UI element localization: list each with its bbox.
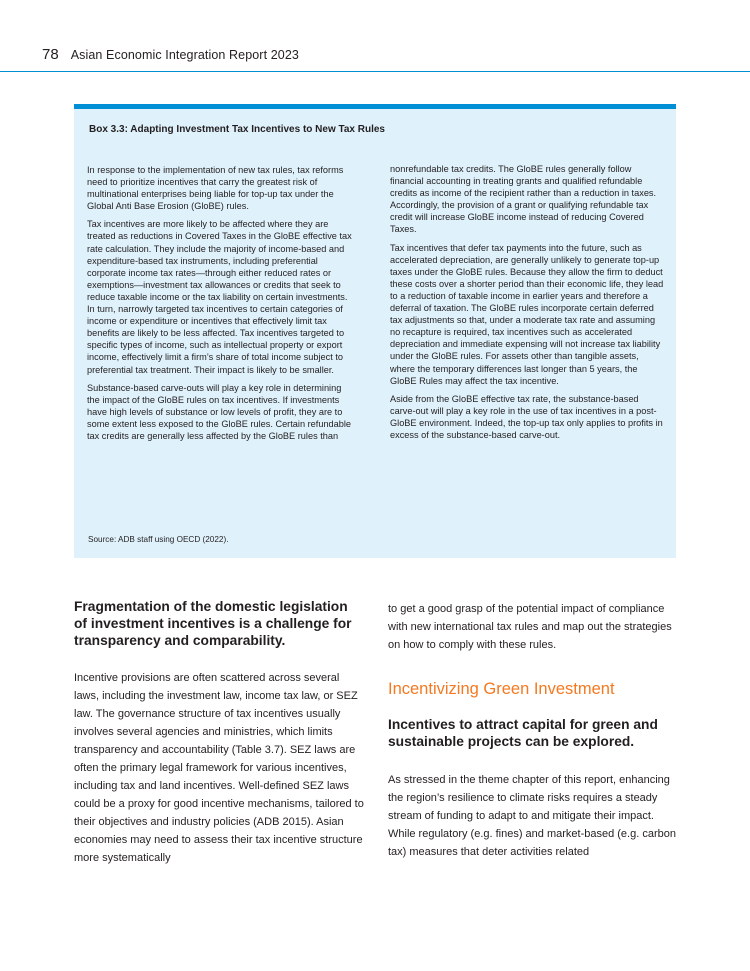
box-paragraph: Substance-based carve-outs will play a key role in determining the impact of the GloBE rules on tax incentives. If investments have high levels of substance or low levels of profit, they are to some extent less exposed to the GloBE rules. Certain refundable tax credits are generally less affected by the GloBE rules than (87, 382, 352, 441)
body-paragraph: As stressed in the theme chapter of this report, enhancing the region’s resilience to climate risks requires a steady stream of funding to adapt to and mitigate their impact. While regulatory (e.g. fines) and market-based (e.g. carbon tax) measures that deter activities related (388, 774, 676, 858)
running-title: Asian Economic Integration Report 2023 (70, 48, 299, 62)
box-source-note: Source: ADB staff using OECD (2022). (88, 535, 229, 544)
header-rule (0, 71, 750, 72)
box-paragraph: Aside from the GloBE effective tax rate, the substance-based carve-out will play a key role in the use of tax incentives in a post-GloBE environment. Indeed, the top-up tax only applies to profits in excess of the substance-based carve-out. (390, 393, 663, 440)
box-title: Box 3.3: Adapting Investment Tax Incentives to New Tax Rules (89, 124, 385, 135)
main-left-column (74, 598, 364, 867)
page-header (42, 46, 299, 63)
box-left-column (87, 164, 355, 448)
subheading-fragmentation: Fragmentation of the domestic legislation of investment incentives is a challenge for transparency and comparability. (74, 599, 352, 648)
body-paragraph-continuation: to get a good grasp of the potential impact of compliance with new international tax rules and map out the strategies on how to comply with these rules. (388, 603, 672, 651)
main-right-column (388, 600, 678, 861)
box-3-3 (74, 104, 676, 558)
section-title: Incentivizing Green Investment (388, 680, 615, 698)
box-right-column (390, 163, 664, 447)
box-paragraph: Tax incentives that defer tax payments into the future, such as accelerated depreciation, are generally unlikely to generate top-up taxes under the GloBE rules. Because they allow the firm to deduct these costs over a shorter period than their economic life, they lead to a reduction of taxable income in earlier years and therefore a deferral of taxation. The GloBE rules incorporate certain deferred tax adjustments so that, under a moderate tax rate and assuming no recapture is required, tax incentives such as accelerated depreciation and immediate expensing will not increase tax liability under the GloBE rules. For assets other than tangible assets, where the temporary differences last longer than 5 years, the GloBE Rules may affect the tax incentive. (390, 242, 664, 386)
page-number: 78 (42, 46, 59, 63)
box-paragraph: nonrefundable tax credits. The GloBE rules generally follow financial accounting in treating grants and qualified refundable credits as income of the recipient rather than a reduction in taxes. Accordingly, the provision of a grant or qualifying refundable tax credit will increase GloBE income instead of reducing Covered Taxes. (390, 164, 657, 235)
box-paragraph: Tax incentives are more likely to be affected where they are treated as reductions in Covered Taxes in the GloBE effective tax rate calculation. They include the majority of income-based and expenditure-based tax instruments, including preferential corporate income tax rates—through either reduced rates or exemptions—investment tax allowances or credits that seek to reduce taxable income or the tax liability on certain investments. In turn, narrowly targeted tax incentives to certain categories of income or expenditure or incentives that effectively limit tax benefits are likely to be less affected. Tax incentives targeted to specific types of income, such as intellectual property or export income, effectively limit a firm’s share of total income subject to preferential tax treatment. Their impact is likely to be smaller. (87, 219, 352, 375)
box-paragraph: In response to the implementation of new tax rules, tax reforms need to prioritize incentives that carry the greatest risk of multinational enterprises being liable for top-up tax under the Global Anti Base Erosion (GloBE) rules. (87, 165, 344, 212)
body-paragraph: Incentive provisions are often scattered across several laws, including the investment law, income tax law, or SEZ law. The governance structure of tax incentives usually involves several agencies and ministries, which limits transparency and accountability (Table 3.7). SEZ laws are often the primary legal framework for various incentives, including tax and land incentives. Well-defined SEZ laws could be a proxy for good incentive mechanisms, tailored to their objectives and industry policies (ADB 2015). Asian economies may need to assess their tax incentive structure more systematically (74, 672, 364, 864)
subheading-green-incentives: Incentives to attract capital for green and sustainable projects can be explored. (388, 717, 658, 749)
